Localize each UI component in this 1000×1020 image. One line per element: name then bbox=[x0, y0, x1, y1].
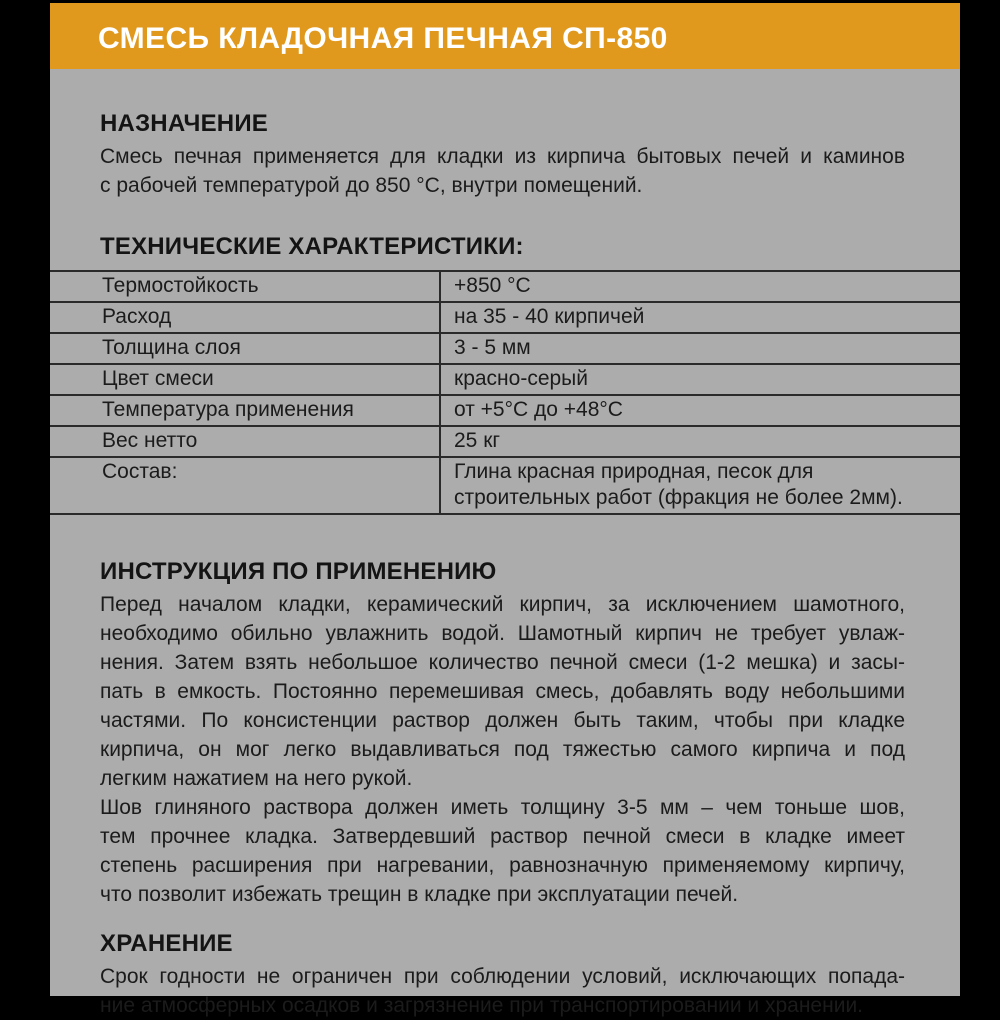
instructions-heading: ИНСТРУКЦИЯ ПО ПРИМЕНЕНИЮ bbox=[100, 558, 497, 585]
spec-row bbox=[50, 333, 960, 364]
section-specs bbox=[100, 234, 905, 260]
specs-table bbox=[50, 270, 960, 515]
text-line: степень расширения при нагревании, равнозначную применяемому кирпичу, bbox=[100, 854, 905, 877]
instructions-paragraph-2 bbox=[100, 793, 905, 909]
section-instructions bbox=[100, 559, 905, 909]
specs-table-body bbox=[50, 271, 960, 514]
spec-row bbox=[50, 271, 960, 302]
text-line: нения. Затем взять небольшое количество печной смеси (1-2 мешка) и засы- bbox=[100, 651, 905, 674]
spec-row bbox=[50, 364, 960, 395]
spec-label-cell: Термостойкость bbox=[50, 271, 440, 302]
storage-text bbox=[100, 962, 905, 1020]
spec-label-cell: Цвет смеси bbox=[50, 364, 440, 395]
text-line: что позволит избежать трещин в кладке при эксплуатации печей. bbox=[100, 883, 739, 906]
storage-heading: ХРАНЕНИЕ bbox=[100, 930, 233, 957]
spec-value-cell: 25 кг bbox=[440, 426, 960, 457]
text-line: тем прочнее кладка. Затвердевший раствор печной смеси в кладке имеет bbox=[100, 825, 905, 848]
text-line: пать в емкость. Постоянно перемешивая смесь, добавлять воду небольшими bbox=[100, 680, 905, 703]
spec-value-cell: Глина красная природная, песок для строительных работ (фракция не более 2мм). bbox=[440, 457, 960, 514]
spec-row bbox=[50, 426, 960, 457]
spec-value-cell: +850 °С bbox=[440, 271, 960, 302]
specs-heading: ТЕХНИЧЕСКИЕ ХАРАКТЕРИСТИКИ: bbox=[100, 233, 524, 260]
text-line: необходимо обильно увлажнить водой. Шамотный кирпич не требует увлаж- bbox=[100, 622, 905, 645]
text-line: легким нажатием на него рукой. bbox=[100, 767, 413, 790]
spec-label-cell: Расход bbox=[50, 302, 440, 333]
text-line: Смесь печная применяется для кладки из кирпича бытовых печей и каминов bbox=[100, 145, 905, 168]
section-storage bbox=[100, 931, 905, 1020]
product-title: СМЕСЬ КЛАДОЧНАЯ ПЕЧНАЯ СП-850 bbox=[98, 22, 668, 55]
section-purpose bbox=[100, 111, 905, 200]
spec-value-cell: от +5°С до +48°С bbox=[440, 395, 960, 426]
spec-value-cell: 3 - 5 мм bbox=[440, 333, 960, 364]
spec-label-cell: Вес нетто bbox=[50, 426, 440, 457]
header-bar bbox=[50, 3, 960, 69]
spec-value-cell: красно-серый bbox=[440, 364, 960, 395]
instructions-paragraph-1 bbox=[100, 590, 905, 793]
text-line: Срок годности не ограничен при соблюдении условий, исключающих попада- bbox=[100, 965, 905, 988]
text-line: Шов глиняного раствора должен иметь толщину 3-5 мм – чем тоньше шов, bbox=[100, 796, 905, 819]
text-line: с рабочей температурой до 850 °С, внутри помещений. bbox=[100, 174, 643, 197]
spec-row bbox=[50, 395, 960, 426]
text-line: частями. По консистенции раствор должен быть таким, чтобы при кладке bbox=[100, 709, 905, 732]
text-line: кирпича, он мог легко выдавливаться под тяжестью самого кирпича и под bbox=[100, 738, 905, 761]
purpose-heading: НАЗНАЧЕНИЕ bbox=[100, 110, 268, 137]
spec-row bbox=[50, 457, 960, 514]
label-content bbox=[50, 3, 960, 1017]
text-line: Перед началом кладки, керамический кирпич, за исключением шамотного, bbox=[100, 593, 905, 616]
purpose-text bbox=[100, 142, 905, 200]
spec-value-cell: на 35 - 40 кирпичей bbox=[440, 302, 960, 333]
spec-row bbox=[50, 302, 960, 333]
spec-label-cell: Температура применения bbox=[50, 395, 440, 426]
spec-label-cell: Толщина слоя bbox=[50, 333, 440, 364]
spec-label-cell: Состав: bbox=[50, 457, 440, 514]
text-line: ние атмосферных осадков и загрязнение при транспортировании и хранении. bbox=[100, 994, 864, 1017]
